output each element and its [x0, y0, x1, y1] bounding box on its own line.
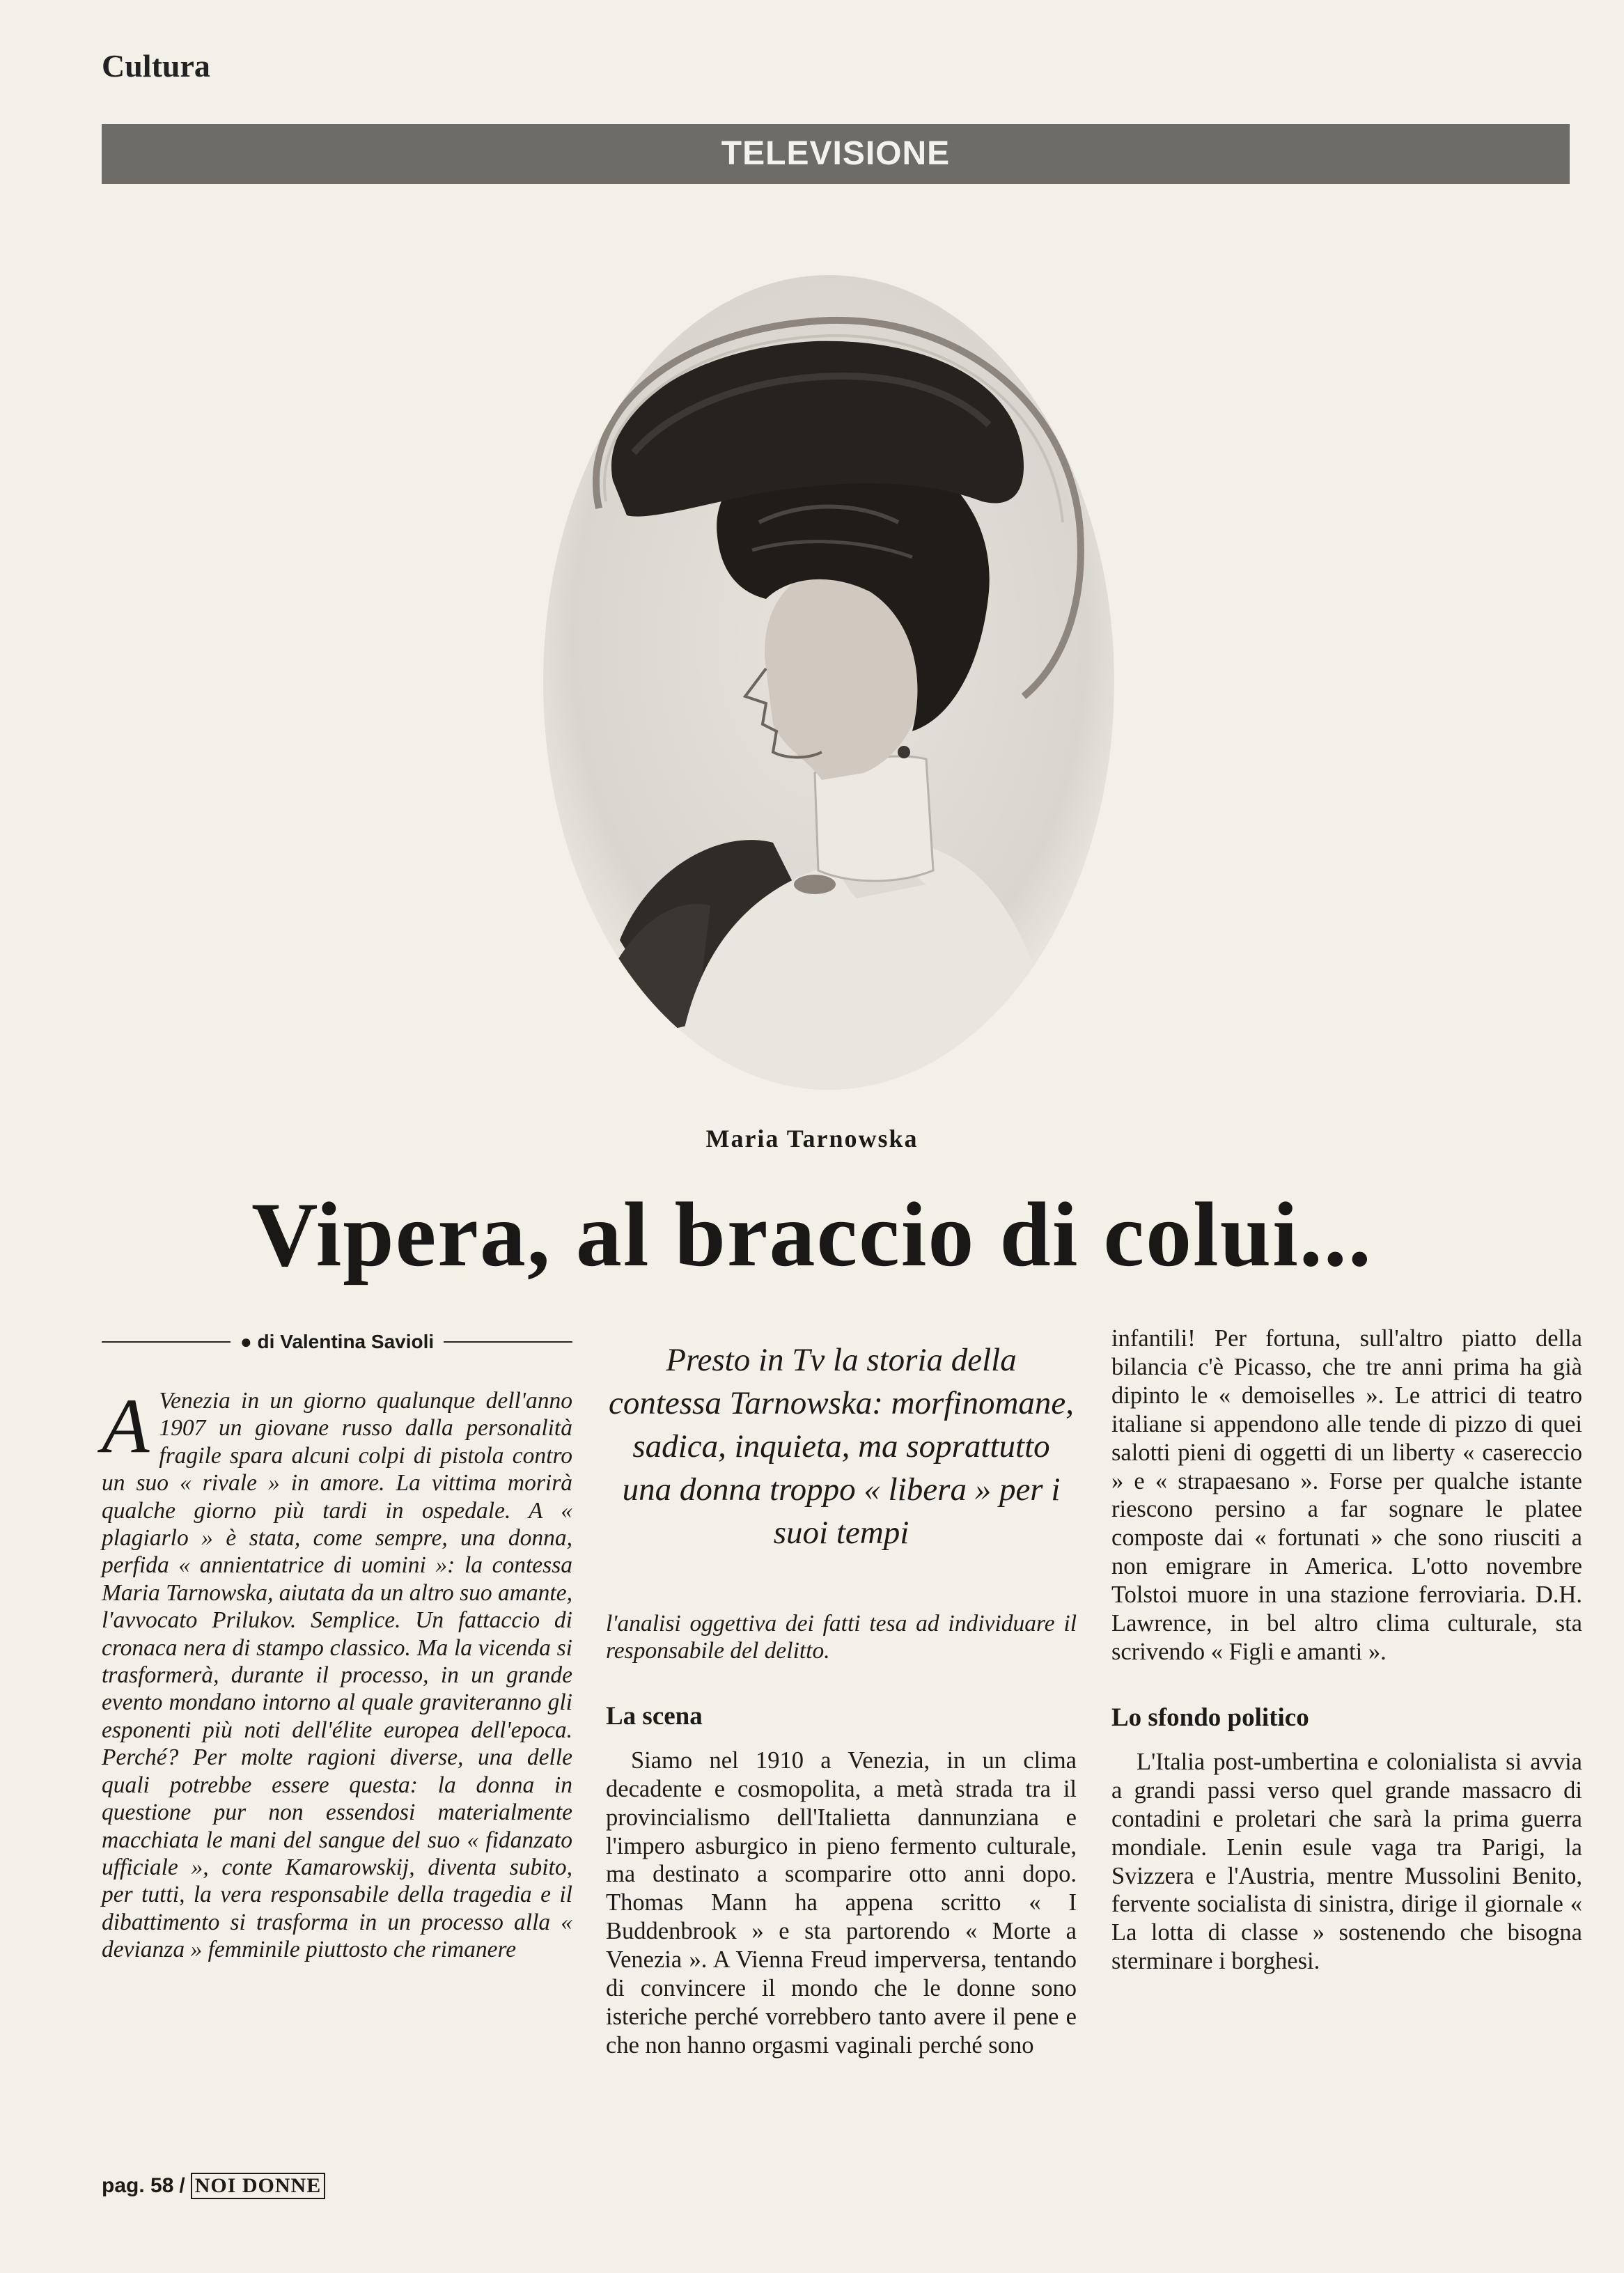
- drop-cap: A: [102, 1383, 150, 1469]
- author-name: di Valentina Savioli: [257, 1331, 435, 1352]
- article-lede: Presto in Tv la storia della contessa Tarnowska: morfinomane, sadica, inquieta, ma soprattutto una donna troppo « libera » per i suoi tempi: [608, 1342, 1075, 1551]
- section-label: Cultura: [102, 48, 210, 84]
- category-banner: [102, 124, 1570, 184]
- column-2: [606, 1325, 1077, 2060]
- intro-paragraph: [102, 1383, 572, 1964]
- page-footer: [102, 2173, 325, 2199]
- continued-italic-paragraph: l'analisi oggettiva dei fatti tesa ad individuare il responsabile del delitto.: [606, 1611, 1077, 1664]
- photo-caption: Maria Tarnowska: [705, 1125, 919, 1153]
- byline-text: ● di Valentina Savioli: [240, 1331, 435, 1352]
- footer-separator: /: [179, 2174, 185, 2197]
- magazine-logo: NOI DONNE: [191, 2173, 326, 2199]
- scena-paragraph: Siamo nel 1910 a Venezia, in un clima decadente e cosmopolita, a metà strada tra il provincialismo dell'Italietta dannunziana e l'impero asburgico in pieno fermento culturale, ma destinato a scomparire otto anni dopo. Thomas Mann ha appena scritto « I Buddenbrook » e sta partorendo « Morte a Venezia ». A Vienna Freud imperversa, tentando di convincere il mondo che le donne sono isteriche perché vorrebbero tanto avere il pene e che non hanno orgasmi vaginali perché sono: [606, 1747, 1077, 2059]
- sfondo-paragraph: L'Italia post-umbertina e colonialista si avvia a grandi passi verso quel grande massacro di contadini e proletari che sarà la prima guerra mondiale. Lenin esule vaga tra Parigi, la Svizzera e l'Austria, mentre Mussolini Benito, fervente socialista di sinistra, dirige il giornale « La lotta di classe » sostenendo che bisogna sterminare i borghesi.: [1111, 1748, 1582, 1975]
- column-3-paragraph: infantili! Per fortuna, sull'altro piatto della bilancia c'è Picasso, che tre anni prima ha già dipinto le « demoiselles ». Le attrici di teatro italiane si appendono alle tende di pizzo di quei salotti pieni di oggetti di un liberty « casereccio » e « strapaesano ». Forse per qualche istante riescono persino a far sognare le platee composte dai « fortunati » che sono riusciti a non emigrare in America. L'otto novembre Tolstoi muore in una stazione ferroviaria. D.H. Lawrence, in bel altro clima culturale, sta scrivendo « Figli e amanti ».: [1111, 1325, 1582, 1665]
- article-headline: Vipera, al braccio di colui...: [251, 1183, 1373, 1286]
- byline: [102, 1325, 572, 1359]
- subhead-sfondo-politico: Lo sfondo politico: [1111, 1703, 1309, 1732]
- column-1: [102, 1325, 572, 1964]
- banner-text: TELEVISIONE: [721, 135, 951, 172]
- byline-rule-left: [102, 1341, 231, 1343]
- portrait-photo: [536, 272, 1121, 1093]
- byline-rule-right: [444, 1341, 572, 1343]
- subhead-la-scena: La scena: [606, 1701, 703, 1731]
- column-3: [1111, 1325, 1582, 1976]
- page-number: pag. 58: [102, 2174, 174, 2197]
- intro-text: Venezia in un giorno qualunque dell'anno 1907 un giovane russo dalla personalità fragile spara alcuni colpi di pistola contro un suo « rivale » in amore. La vittima morirà qualche giorno più tardi in ospedale. A « plagiarlo » è stata, come sempre, una donna, perfida « annientatrice di uomini »: la contessa Maria Tarnowska, aiutata da un altro suo amante, l'avvocato Prilukov. Semplice. Un fattaccio di cronaca nera di stampo classico. Ma la vicenda si trasformerà, durante il processo, in un grande evento mondano intorno al quale graviteranno gli esponenti più noti dell'élite europea dell'epoca. Perché? Per molte ragioni diverse, una delle quali potrebbe essere questa: la donna in questione pur non essendosi materialmente macchiata le mani del sangue del suo « fidanzato ufficiale », conte Kamarowskij, diventa subito, per tutti, la vera responsabile della tragedia e il dibattimento si trasforma in un processo alla « devianza » femminile piuttosto che rimanere: [102, 1388, 572, 1963]
